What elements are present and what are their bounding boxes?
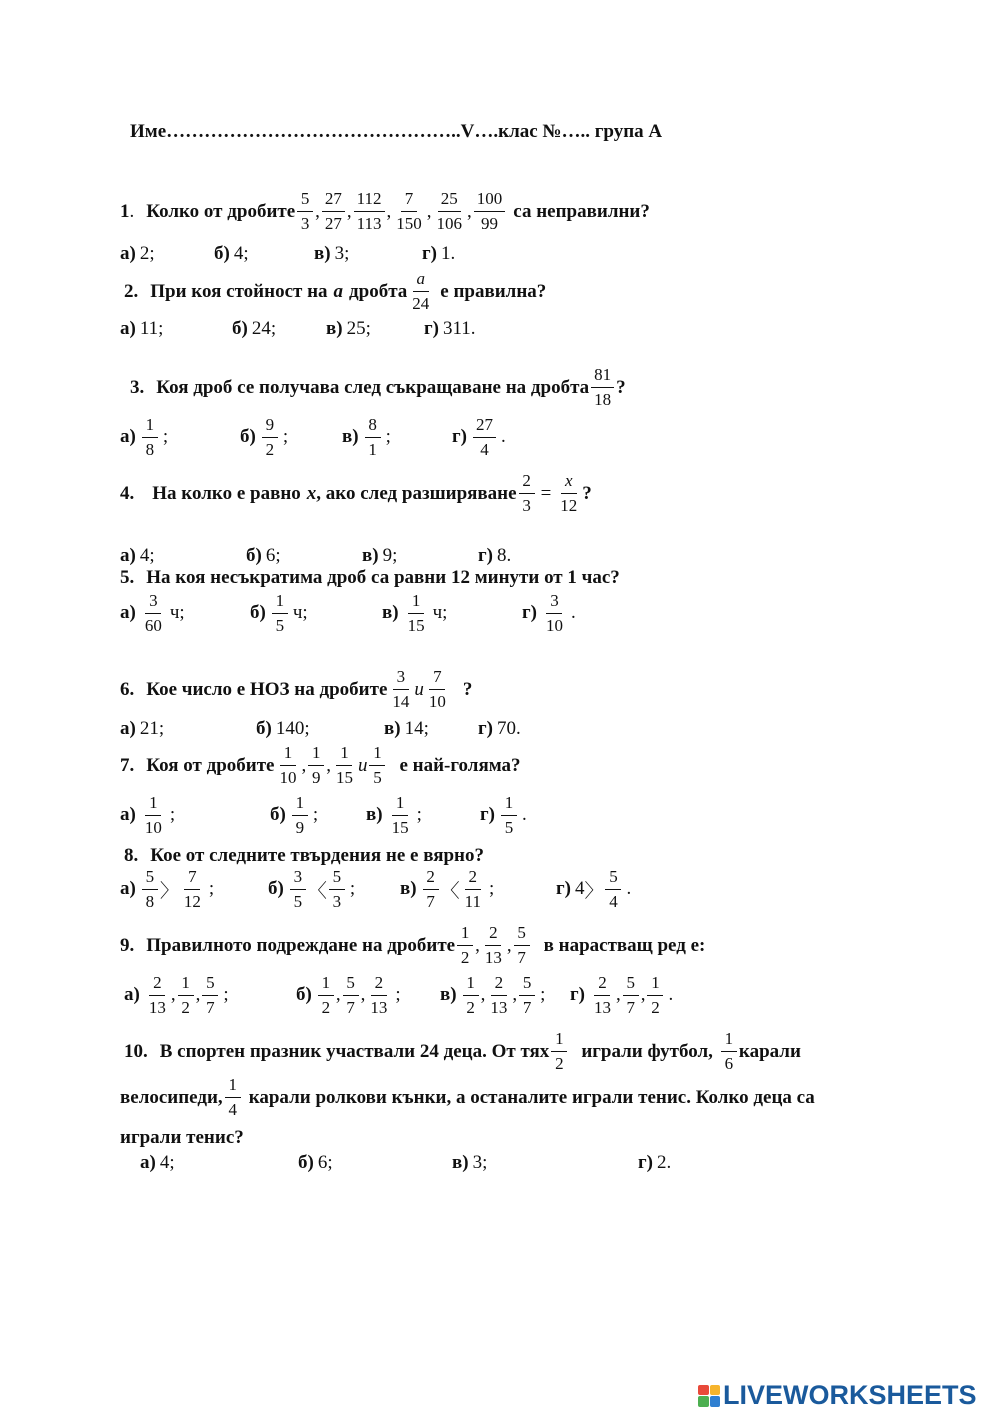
fraction: 8 1: [365, 416, 381, 459]
question-2-text: При коя стойност на: [150, 280, 328, 302]
option-value: 311.: [442, 318, 476, 339]
option-suffix: .: [626, 878, 632, 900]
fraction: 5 4: [605, 868, 621, 911]
option-value: 140;: [275, 718, 310, 739]
fraction: 1 10: [144, 793, 162, 837]
fraction: 2 7: [423, 868, 439, 911]
fraction: 1 10: [279, 743, 297, 787]
fraction: 1 15: [407, 591, 425, 635]
question-8-option-b[interactable]: [268, 868, 355, 911]
option-suffix: ;: [169, 804, 176, 826]
liveworksheets-logo: [698, 1380, 977, 1411]
question-2-option-a[interactable]: [120, 318, 163, 340]
question-10: [124, 1030, 801, 1073]
option-value: 9;: [382, 545, 398, 566]
question-5-text: На коя несъкратима дроб са равни 12 минути от 1 час?: [146, 567, 620, 588]
option-value: 4: [574, 878, 585, 900]
comparison-sign: 〈: [307, 880, 327, 902]
option-letter: г): [478, 545, 493, 566]
option-suffix: ч;: [432, 602, 448, 624]
option-letter: а): [120, 318, 136, 339]
question-3-option-c[interactable]: [342, 416, 391, 459]
question-1-tail: са неправилни?: [513, 200, 650, 222]
fraction: 2 13: [490, 973, 508, 1017]
option-letter: в): [326, 318, 343, 339]
option-letter: а): [120, 426, 136, 448]
option-letter: б): [246, 545, 262, 566]
option-value: 21;: [139, 718, 165, 739]
option-value: 8.: [496, 545, 512, 566]
option-letter: а): [120, 602, 136, 624]
option-suffix: .: [570, 602, 576, 624]
option-letter: б): [268, 878, 284, 900]
fraction: $\frac{x}{12}$: [560, 471, 578, 515]
option-letter: а): [120, 804, 136, 826]
option-value: 3;: [334, 243, 350, 264]
fraction: 1 9: [292, 794, 308, 837]
option-letter: г): [570, 984, 585, 1006]
question-3-option-a[interactable]: [120, 416, 168, 459]
fraction: 3 14: [392, 667, 410, 711]
question-10-text4: велосипеди,: [120, 1086, 223, 1108]
equals-sign: =: [540, 482, 552, 504]
option-suffix: ;: [416, 804, 422, 826]
option-letter: б): [232, 318, 248, 339]
option-letter: г): [452, 426, 467, 448]
question-2-option-d[interactable]: [424, 318, 476, 340]
question-2-number: 2.: [124, 280, 139, 302]
question-2-option-b[interactable]: [232, 318, 276, 340]
question-9: 9. Правилното подреждане на дробите 1 2 , 2 13 , 5 7 в нарастващ ред е:: [120, 923, 706, 967]
question-2-tail: е правилна?: [440, 280, 547, 302]
option-letter: г): [522, 602, 537, 624]
option-value: 11;: [139, 318, 164, 339]
option-value: 4;: [139, 545, 155, 566]
fraction: 1 2: [457, 924, 473, 967]
question-10-option-a[interactable]: [140, 1152, 175, 1174]
question-8-text: Кое от следните твърдения не е вярно?: [150, 845, 484, 866]
question-6-option-d[interactable]: [478, 718, 521, 740]
option-letter: б): [256, 718, 272, 739]
option-suffix: .: [668, 984, 674, 1006]
fraction: 3 60: [144, 591, 162, 635]
question-1-option-c[interactable]: [314, 243, 349, 265]
question-10-text2: играли футбол,: [581, 1040, 713, 1062]
question-6-text: Кое число е НОЗ на дробите: [146, 678, 388, 700]
option-value: 3;: [472, 1152, 488, 1173]
option-letter: б): [214, 243, 230, 264]
option-value: 70.: [496, 718, 521, 739]
question-10-text6: играли тенис?: [120, 1127, 244, 1148]
option-suffix: ;: [488, 878, 495, 900]
question-3-tail: ?: [616, 376, 626, 398]
fraction: 1 9: [308, 744, 324, 787]
option-value: 1.: [440, 243, 456, 264]
comparison-sign: 〈: [440, 880, 460, 902]
question-8-option-d[interactable]: [556, 868, 631, 911]
question-6-number: 6.: [120, 678, 135, 700]
fraction: 5 7: [343, 974, 359, 1017]
option-suffix: ч;: [292, 602, 308, 624]
fraction: 2 13: [593, 973, 611, 1017]
fraction: 27 27: [322, 190, 345, 233]
option-letter: в): [314, 243, 331, 264]
fraction: 1 2: [178, 974, 194, 1017]
fraction: 7 150: [396, 189, 422, 233]
question-5-option-a[interactable]: [120, 592, 185, 635]
question-1: 1 . Колко от дробите 5 3 , 27 27 , 112 113 , 7 150 , 25 106 , 100 99 са неправилни?: [120, 189, 650, 233]
question-7-text: Коя от дробите: [146, 754, 275, 776]
fraction: 5 7: [519, 974, 535, 1017]
fraction: 1 8: [142, 416, 158, 459]
question-3-option-d[interactable]: [452, 416, 506, 459]
option-value: 6;: [317, 1152, 333, 1173]
question-10-option-b[interactable]: [298, 1152, 333, 1174]
option-letter: б): [298, 1152, 314, 1173]
fraction: 1 15: [391, 793, 409, 837]
question-3-number: 3.: [130, 376, 145, 398]
option-suffix: ;: [208, 878, 215, 900]
question-1-option-d[interactable]: [422, 243, 455, 265]
option-suffix: ;: [223, 984, 229, 1006]
option-letter: а): [120, 718, 136, 739]
option-letter: в): [400, 878, 417, 900]
question-8-option-a[interactable]: [120, 868, 214, 911]
option-suffix: ч;: [169, 602, 185, 624]
question-4-option-b[interactable]: [246, 545, 281, 567]
question-3-option-b[interactable]: [240, 416, 288, 459]
question-4-tail: ?: [582, 482, 592, 504]
fraction: 2 13: [370, 973, 388, 1017]
question-1-text: Колко от дробите: [146, 200, 296, 222]
fraction: 5 7: [202, 974, 218, 1017]
question-5-number: 5.: [120, 567, 135, 588]
option-letter: в): [366, 804, 383, 826]
option-letter: г): [638, 1152, 653, 1173]
option-letter: а): [120, 243, 136, 264]
option-letter: в): [452, 1152, 469, 1173]
option-letter: в): [362, 545, 379, 566]
question-5-option-d[interactable]: [522, 592, 576, 635]
question-10-text1: В спортен празник участвали 24 деца. От тях: [159, 1040, 550, 1062]
option-letter: г): [424, 318, 439, 339]
question-6-tail: ?: [462, 678, 473, 700]
option-letter: в): [382, 602, 399, 624]
question-2-text2: дробта: [349, 280, 408, 302]
fraction: 7 10: [428, 667, 446, 711]
question-7-option-c[interactable]: [366, 794, 422, 837]
header-name-line: Име………………………………………..V….клас №….. група А: [130, 121, 663, 142]
question-10-option-d[interactable]: [638, 1152, 671, 1174]
question-4-option-c[interactable]: [362, 545, 397, 567]
fraction: 1 5: [501, 794, 517, 837]
fraction: 1 2: [463, 974, 479, 1017]
question-10-option-c[interactable]: [452, 1152, 487, 1174]
fraction: 1 2: [647, 974, 663, 1017]
option-suffix: ;: [395, 984, 401, 1006]
liveworksheets-text: LIVEWORKSHEETS: [723, 1380, 977, 1410]
fraction: 3 10: [545, 591, 563, 635]
question-5-option-c[interactable]: [382, 592, 447, 635]
question-4-option-d[interactable]: [478, 545, 511, 567]
question-10-number: 10.: [124, 1040, 148, 1062]
liveworksheets-icon: [698, 1385, 720, 1407]
option-suffix: ;: [282, 426, 289, 448]
option-value: 4;: [233, 243, 249, 264]
question-6-option-b[interactable]: [256, 718, 310, 740]
question-6: [120, 668, 472, 711]
question-1-option-b[interactable]: [214, 243, 249, 265]
fraction: 1 2: [551, 1030, 567, 1073]
question-7-option-d[interactable]: [480, 794, 527, 837]
fraction: 25 106: [436, 189, 463, 233]
and-word: и: [414, 678, 424, 700]
option-value: 6;: [265, 545, 281, 566]
question-4-variable: x: [306, 482, 317, 504]
question-4: [120, 472, 592, 515]
option-value: 2;: [139, 243, 155, 264]
question-2-variable: a: [333, 280, 344, 302]
fraction: 5 7: [514, 924, 530, 967]
option-letter: б): [296, 984, 312, 1006]
option-letter: в): [342, 426, 359, 448]
fraction: 2 13: [148, 973, 166, 1017]
question-1-option-a[interactable]: [120, 243, 155, 265]
option-suffix: ;: [162, 426, 169, 448]
fraction: $\frac{2}{3}$: [519, 472, 535, 515]
fraction: 1 15: [335, 743, 353, 787]
fraction: 100 99: [474, 190, 506, 233]
option-letter: а): [140, 1152, 156, 1173]
comparison-sign: 〉: [159, 880, 179, 902]
question-3-text: Коя дроб се получава след съкращаване на дробта: [156, 376, 590, 398]
question-3: [130, 366, 626, 409]
option-suffix: ;: [312, 804, 319, 826]
question-10-line3: [120, 1128, 244, 1147]
option-letter: в): [440, 984, 457, 1006]
fraction: 1 2: [318, 974, 334, 1017]
fraction: 5 7: [623, 974, 639, 1017]
option-letter: в): [384, 718, 401, 739]
question-2: [124, 270, 546, 313]
question-4-option-a[interactable]: [120, 545, 155, 567]
question-8-number: 8.: [124, 845, 139, 866]
fraction: 1 4: [225, 1076, 241, 1119]
option-value: 25;: [346, 318, 371, 339]
option-value: 4;: [159, 1152, 175, 1173]
fraction: 27 4: [473, 416, 496, 459]
fraction: 1 5: [369, 744, 385, 787]
option-letter: б): [250, 602, 266, 624]
question-9-number: 9.: [120, 934, 135, 956]
fraction: 5 3: [297, 190, 313, 233]
question-9-option-c[interactable]: в) 1 2 , 2 13 , 5 7 ;: [440, 973, 546, 1017]
fraction: 112 113: [354, 190, 385, 233]
question-6-option-c[interactable]: [384, 718, 429, 740]
question-10-text3: карали: [738, 1040, 801, 1062]
question-7: 7. Коя от дробите 1 10 , 1 9 , 1 15 и 1 5 е най-голяма?: [120, 743, 521, 787]
option-suffix: ;: [349, 878, 356, 900]
option-letter: а): [124, 984, 140, 1006]
question-7-option-b[interactable]: [270, 794, 318, 837]
option-letter: б): [270, 804, 286, 826]
question-4-text: На колко е равно: [152, 482, 301, 504]
question-7-number: 7.: [120, 754, 135, 776]
fraction: 7 12: [183, 867, 201, 911]
option-suffix: .: [500, 426, 506, 448]
question-5: [120, 568, 620, 587]
option-letter: г): [422, 243, 437, 264]
question-7-option-a[interactable]: [120, 794, 175, 837]
fraction: 2 11: [464, 867, 481, 911]
option-letter: а): [120, 545, 136, 566]
question-9-tail: в нарастващ ред е:: [543, 934, 706, 956]
fraction: a 24: [412, 269, 430, 313]
option-suffix: ;: [540, 984, 546, 1006]
question-4-number: 4.: [120, 482, 135, 504]
fraction: 5 3: [329, 868, 345, 911]
option-suffix: ;: [385, 426, 391, 448]
question-9-option-d[interactable]: г) 2 13 , 5 7 , 1 2 .: [570, 973, 674, 1017]
comparison-sign: 〉: [584, 880, 604, 902]
option-value: 14;: [404, 718, 429, 739]
question-10-text5: карали ролкови кънки, а останалите играли тенис. Колко деца са: [248, 1086, 815, 1108]
option-letter: б): [240, 426, 256, 448]
question-7-tail: е най-голяма?: [399, 754, 521, 776]
fraction: 2 13: [484, 923, 502, 967]
fraction: 1 5: [272, 592, 288, 635]
question-4-text2: , ако след разширяване: [316, 482, 517, 504]
fraction: 3 5: [290, 868, 306, 911]
question-1-number: 1: [120, 200, 130, 222]
question-9-text: Правилното подреждане на дробите: [146, 934, 456, 956]
option-letter: г): [556, 878, 571, 900]
fraction: 81 18: [591, 366, 614, 409]
question-6-option-a[interactable]: [120, 718, 164, 740]
question-10-line2: [120, 1076, 815, 1119]
fraction: 5 8: [142, 868, 158, 911]
fraction: 1 6: [721, 1030, 737, 1073]
option-letter: г): [478, 718, 493, 739]
and-word: и: [357, 754, 368, 776]
option-letter: г): [480, 804, 495, 826]
question-9-option-b[interactable]: б) 1 2 , 5 7 , 2 13 ;: [296, 973, 401, 1017]
question-8: [124, 846, 484, 865]
option-letter: а): [120, 878, 136, 900]
option-value: 24;: [251, 318, 277, 339]
fraction: 9 2: [262, 416, 278, 459]
question-5-option-b[interactable]: [250, 592, 308, 635]
question-9-option-a[interactable]: а) 2 13 , 1 2 , 5 7 ;: [124, 973, 229, 1017]
question-8-option-c[interactable]: [400, 868, 494, 911]
question-2-option-c[interactable]: [326, 318, 371, 340]
option-value: 2.: [656, 1152, 672, 1173]
option-suffix: .: [521, 804, 527, 826]
